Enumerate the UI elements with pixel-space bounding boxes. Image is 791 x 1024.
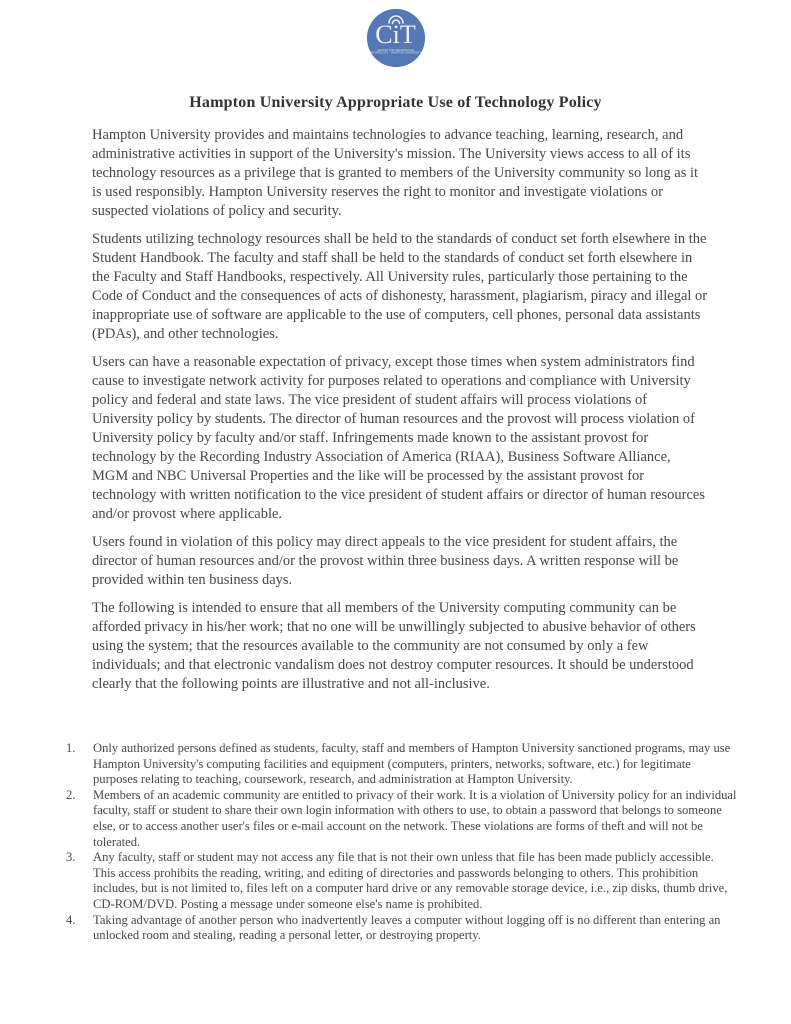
paragraph-standards: Students utilizing technology resources shall be held to the standards of conduct set forth elsewhere in the Student Handbook. The faculty and staff shall be held to the standards of conduct set forth elsewhere in the Faculty and Staff Handbooks, respectively. All University rules, particularly those pertaining to the Code of Conduct and the consequences of acts of dishonesty, harassment, plagiarism, piracy and illegal or inappropriate use of software are applicable to the use of computers, cell phones, personal data assistants (PDAs), and other technologies.	[92, 231, 708, 342]
list-item-number: 3.	[66, 850, 76, 865]
cit-logo-subtext-line1: CENTER FOR INFORMATION	[377, 49, 415, 52]
cit-logo-text: CiT	[375, 20, 416, 49]
list-item-4	[66, 913, 738, 944]
paragraph-intro: Hampton University provides and maintains technologies to advance teaching, learning, research, and administrative activities in support of the University's mission. The University views access to all of its technology resources as a privilege that is granted to members of the University community so long as it is used responsibly. Hampton University reserves the right to monitor and investigate violations or suspected violations of policy and security.	[92, 127, 699, 219]
list-item-number: 2.	[66, 787, 76, 802]
document-body	[92, 126, 710, 703]
paragraph-appeals: Users found in violation of this policy may direct appeals to the vice president for student affairs, the director of human resources and/or the provost within three business days. A written response will be provided within ten business days.	[92, 534, 679, 588]
cit-logo-subtext	[370, 49, 422, 54]
list-item-number: 1.	[66, 741, 76, 755]
list-item-text: Only authorized persons defined as students, faculty, staff and members of Hampton University sanctioned programs, may use Hampton University's computing facilities and equipment (computers, printers, networks, software, etc.) for legitimate purposes relating to teaching, coursework, research, and administration at Hampton University.	[93, 741, 731, 787]
cit-logo-subtext-line2: TECHNOLOGY · HAMPTON UNIVERSITY	[369, 51, 422, 55]
list-item-2	[66, 788, 738, 850]
cit-logo	[0, 9, 791, 67]
policy-list	[66, 741, 738, 944]
list-item-text: Members of an academic community are entitled to privacy of their work. It is a violation of University policy for an individual faculty, staff or student to share their own login information with others to use, to obtain a password that belongs to someone else, or to access another user's files or e-mail account on the network. These violations are forms of theft and will not be tolerated.	[93, 787, 737, 849]
list-item-text: Taking advantage of another person who inadvertently leaves a computer without logging off is no different than entering an unlocked room and stealing, reading a personal letter, or destroying property.	[93, 912, 721, 943]
document-title: Hampton University Appropriate Use of Technology Policy	[189, 94, 602, 111]
paragraph-purpose: The following is intended to ensure that all members of the University computing community can be afforded privacy in his/her work; that no one will be unwillingly subjected to abusive behavior of others using the system; that the resources available to the community are not consumed by only a few individuals; and that electronic vandalism does not destroy computer resources. It should be understood clearly that the following points are illustrative and not all-inclusive.	[92, 600, 696, 692]
list-item-1	[66, 741, 738, 788]
list-item-3	[66, 850, 738, 912]
paragraph-privacy: Users can have a reasonable expectation of privacy, except those times when system administrators find cause to investigate network activity for purposes related to operations and compliance with University policy and federal and state laws. The vice president of student affairs will process violations of University policy by students. The director of human resources and the provost will process violation of University policy by faculty and/or staff. Infringements made known to the assistant provost for technology by the Recording Industry Association of America (RIAA), Business Software Alliance, MGM and NBC Universal Properties and the like will be processed by the assistant provost for technology with written notification to the vice president of student affairs or director of human resources and/or provost where applicable.	[92, 354, 705, 522]
list-item-number: 4.	[66, 912, 76, 927]
list-item-text: Any faculty, staff or student may not access any file that is not their own unless that file has been made publicly accessible. This access prohibits the reading, writing, and editing of directories and passwords belonging to others. This prohibition includes, but is not limited to, files left on a computer hard drive or any removable storage device, i.e., zip disks, thumb drive, CD-ROM/DVD. Posting a message under someone else's name is prohibited.	[93, 850, 728, 911]
cit-logo-circle	[367, 9, 425, 67]
